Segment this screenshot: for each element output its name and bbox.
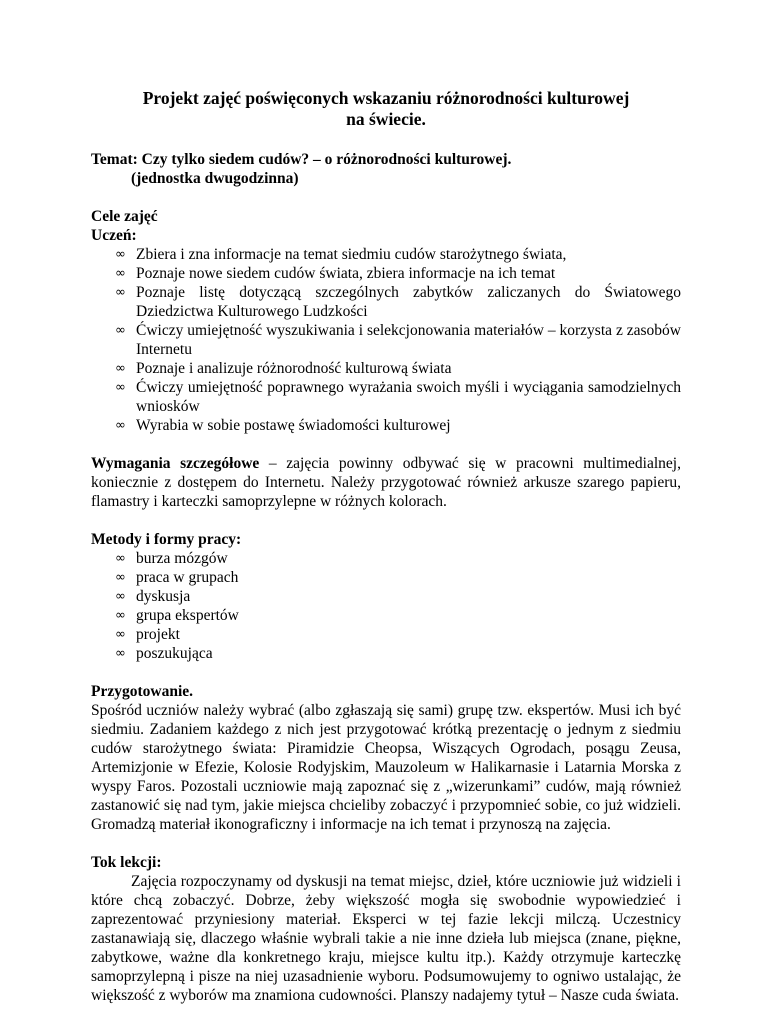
infinity-bullet-icon: ∞ (115, 418, 126, 433)
infinity-bullet-icon: ∞ (115, 247, 126, 262)
goals-list-item (91, 283, 681, 321)
lesson-flow-text: Zajęcia rozpoczynamy od dyskusji na temat miejsc, dzieł, które uczniowie już widzieli i które chcą zobaczyć. Dobrze, żeby większość mogła się swobodnie wypowiedzieć i zaprezentować przyniesiony materiał. Eksperci w tej fazie lekcji milczą. Uczestnicy zastanawiają się, dlaczego właśnie wybrali takie a nie inne dzieła lub miejsca (znane, piękne, zabytkowe, ważne dla konkretnego kraju, miejsce kultu itp.). Każdy otrzymuje karteczkę samoprzylepną i pisze na niej uzasadnienie wyboru. Podsumowujemy to ogniwo ustalając, że większość z wyborów ma znamiona cudowności. Planszy nadajemy tytuł – Nasze cuda świata. (91, 873, 681, 1004)
goals-item-text: Ćwiczy umiejętność poprawnego wyrażania swoich myśli i wyciągania samodzielnych wniosków (136, 379, 681, 415)
requirements-paragraph (91, 454, 681, 511)
methods-list-item (91, 625, 681, 644)
methods-item-text: projekt (136, 626, 180, 643)
requirements-label: Wymagania szczegółowe (91, 455, 260, 472)
methods-list (91, 549, 681, 663)
goals-item-text: Wyrabia w sobie postawę świadomości kulturowej (136, 417, 451, 434)
lesson-subject (91, 150, 681, 188)
methods-list-item (91, 549, 681, 568)
infinity-bullet-icon: ∞ (115, 589, 126, 604)
infinity-bullet-icon: ∞ (115, 646, 126, 661)
requirements-text: – zajęcia powinny odbywać się w pracowni multimedialnej, koniecznie z dostępem do Internetu. Należy przygotować również arkusze szarego papieru, flamastry i karteczki samoprzylepne w różnych kolorach. (91, 455, 681, 510)
methods-list-item (91, 644, 681, 663)
document-page (91, 88, 681, 1024)
goals-section (91, 207, 681, 435)
infinity-bullet-icon: ∞ (115, 551, 126, 566)
preparation-text: Spośród uczniów należy wybrać (albo zgłaszają się sami) grupę tzw. ekspertów. Musi ich być siedmiu. Zadaniem każdego z nich jest przygotować krótką prezentację o jednym z siedmiu cudów starożytnego świata: Piramidzie Cheopsa, Wiszących Ogrodach, posągu Zeusa, Artemizjonie w Efezie, Kolosie Rodyjskim, Mauzoleum w Halikarnasie i Latarnia Morska z wyspy Faros. Pozostali uczniowie mają zapoznać się z „wizerunkami” cudów, mają również zastanowić się nad tym, jakie miejsca chcieliby zobaczyć i przypomnieć sobie, co już widzieli. Gromadzą materiał ikonograficzny i informacje na ich temat i przynoszą na zajęcia. (91, 702, 681, 833)
lesson-flow-section (91, 853, 681, 1005)
document-title (91, 88, 681, 130)
methods-list-item (91, 587, 681, 606)
goals-list-item (91, 416, 681, 435)
infinity-bullet-icon: ∞ (115, 570, 126, 585)
goals-item-text: Poznaje i analizuje różnorodność kulturową świata (136, 360, 452, 377)
preparation-heading: Przygotowanie. (91, 683, 194, 700)
goals-item-text: Poznaje nowe siedem cudów świata, zbiera informacje na ich temat (136, 265, 556, 282)
infinity-bullet-icon: ∞ (115, 285, 126, 300)
preparation-section (91, 682, 681, 834)
goals-subheading: Uczeń: (91, 227, 137, 244)
methods-item-text: dyskusja (136, 588, 191, 605)
goals-item-text: Poznaje listę dotyczącą szczególnych zabytków zaliczanych do Światowego Dziedzictwa Kulturowego Ludzkości (136, 284, 681, 320)
goals-list-item (91, 245, 681, 264)
infinity-bullet-icon: ∞ (115, 627, 126, 642)
methods-list-item (91, 568, 681, 587)
goals-list-item (91, 378, 681, 416)
goals-list-item (91, 359, 681, 378)
goals-list-item (91, 264, 681, 283)
infinity-bullet-icon: ∞ (115, 380, 126, 395)
methods-item-text: poszukująca (136, 645, 213, 662)
lesson-subject-line: Temat: Czy tylko siedem cudów? – o różnorodności kulturowej. (91, 151, 512, 168)
goals-item-text: Ćwiczy umiejętność wyszukiwania i selekcjonowania materiałów – korzysta z zasobów Internetu (136, 322, 681, 358)
infinity-bullet-icon: ∞ (115, 323, 126, 338)
methods-item-text: burza mózgów (136, 550, 228, 567)
document-title-line-1: Projekt zajęć poświęconych wskazaniu różnorodności kulturowej (142, 88, 630, 108)
goals-list (91, 245, 681, 435)
lesson-duration: (jednostka dwugodzinna) (131, 170, 299, 187)
infinity-bullet-icon: ∞ (115, 361, 126, 376)
methods-item-text: grupa ekspertów (136, 607, 239, 624)
methods-section (91, 530, 681, 663)
methods-list-item (91, 606, 681, 625)
document-title-line-2: na świecie. (346, 109, 426, 129)
goals-item-text: Zbiera i zna informacje na temat siedmiu cudów starożytnego świata, (136, 246, 567, 263)
lesson-flow-heading: Tok lekcji: (91, 854, 162, 871)
goals-list-item (91, 321, 681, 359)
goals-heading: Cele zajęć (91, 208, 158, 225)
methods-item-text: praca w grupach (136, 569, 239, 586)
infinity-bullet-icon: ∞ (115, 266, 126, 281)
infinity-bullet-icon: ∞ (115, 608, 126, 623)
methods-heading: Metody i formy pracy: (91, 531, 242, 548)
